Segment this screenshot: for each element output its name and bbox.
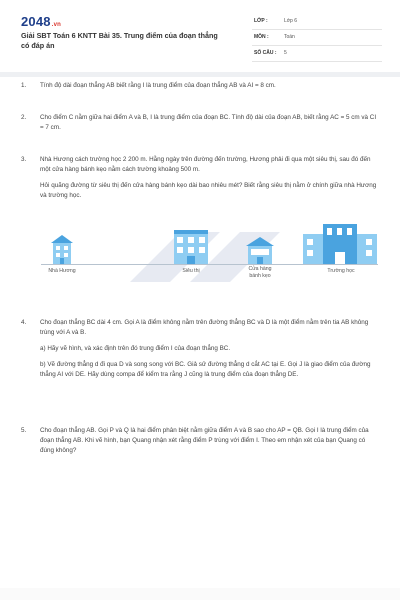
supermarket-icon bbox=[173, 228, 209, 264]
question-body bbox=[40, 318, 378, 386]
meta-row-subject bbox=[252, 30, 382, 46]
question-text: Nhà Hương cách trường học 2 200 m. Hằng ngày trên đường đến trường, Hương phải đi qua một siêu thị, sau đó đến một cửa hàng bánh kẹo nằm cách trường khoảng 500 m. bbox=[40, 156, 371, 173]
page-title: Giải SBT Toán 6 KNTT Bài 35. Trung điểm của đoạn thẳng có đáp án bbox=[21, 31, 218, 50]
route-illustration bbox=[41, 222, 378, 284]
meta-count-label: SỐ CÂU : bbox=[254, 50, 277, 56]
question-body bbox=[40, 113, 378, 139]
question-number: 3. bbox=[21, 156, 27, 163]
school-label: Trường học bbox=[327, 268, 355, 274]
home-label: Nhà Hương bbox=[48, 268, 76, 274]
candy-shop-icon bbox=[246, 236, 274, 264]
question-number: 2. bbox=[21, 114, 27, 121]
question-body bbox=[40, 155, 378, 207]
candy-shop-label-line1: Cửa hàng bbox=[248, 266, 272, 272]
question-text: Cho điểm C nằm giữa hai điểm A và B, I là trung điểm của đoạn BC. Tính độ dài của đoạn AB, biết rằng AC = 5 cm và CI = 7 cm. bbox=[40, 114, 377, 131]
meta-class-value: Lớp 6 bbox=[284, 18, 298, 24]
supermarket-label: Siêu thị bbox=[182, 268, 200, 274]
house-icon bbox=[51, 234, 73, 264]
meta-subject-value: Toán bbox=[284, 34, 295, 40]
logo-tld: .vn bbox=[51, 22, 62, 28]
meta-row-count bbox=[252, 46, 382, 62]
meta-row-class bbox=[252, 14, 382, 30]
question-text: a) Hãy vẽ hình, và xác định trên đó trung điểm I của đoạn thẳng BC. bbox=[40, 345, 231, 352]
question-number: 5. bbox=[21, 427, 27, 434]
logo-text: 2048 bbox=[21, 14, 51, 29]
meta-subject-label: MÔN : bbox=[254, 34, 269, 40]
road-line bbox=[41, 264, 378, 265]
meta-class-label: LỚP : bbox=[254, 18, 268, 24]
question-text: Tính độ dài đoạn thẳng AB biết rằng I là trung điểm của đoạn thẳng AB và AI = 8 cm. bbox=[40, 82, 276, 89]
question-text: Cho đoạn thẳng AB. Gọi P và Q là hai điểm phân biệt nằm giữa điểm A và B sao cho AP = QB. Gọi I là trung điểm của đoạn thẳng AB. Khi vẽ hình, bạn Quang nhận xét rằng điểm P trùng với điểm I. Theo em nhận xét của bạn Quang có đúng không? bbox=[40, 427, 369, 454]
meta-table bbox=[252, 14, 382, 62]
site-logo[interactable] bbox=[21, 14, 61, 29]
question-body bbox=[40, 426, 378, 462]
question-text: b) Vẽ đường thẳng d đi qua D và song song với BC. Giả sử đường thẳng d cắt AC tại E. Gọi J là giao điểm của đường thẳng AI với DE. Hãy dùng compa để kiểm tra rằng J cũng là trung điểm của đoạn thẳng DE. bbox=[40, 361, 371, 378]
school-icon bbox=[303, 222, 377, 264]
page-header bbox=[0, 0, 400, 72]
question-number: 1. bbox=[21, 82, 27, 89]
page-footer bbox=[0, 588, 400, 600]
question-number: 4. bbox=[21, 319, 27, 326]
candy-shop-label bbox=[235, 266, 285, 279]
question-text: Cho đoạn thẳng BC dài 4 cm. Gọi A là điểm không nằm trên đường thẳng BC và D là một điểm nằm trên tia AB không trùng với A và B. bbox=[40, 319, 369, 336]
meta-count-value: 5 bbox=[284, 50, 287, 56]
question-text: Hỏi quãng đường từ siêu thị đến cửa hàng bánh kẹo dài bao nhiêu mét? Biết rằng siêu thị nằm ở chính giữa nhà Hương và trường học. bbox=[40, 182, 377, 199]
header-divider bbox=[0, 72, 400, 77]
question-body bbox=[40, 81, 378, 97]
candy-shop-label-line2: bánh kẹo bbox=[249, 272, 271, 279]
